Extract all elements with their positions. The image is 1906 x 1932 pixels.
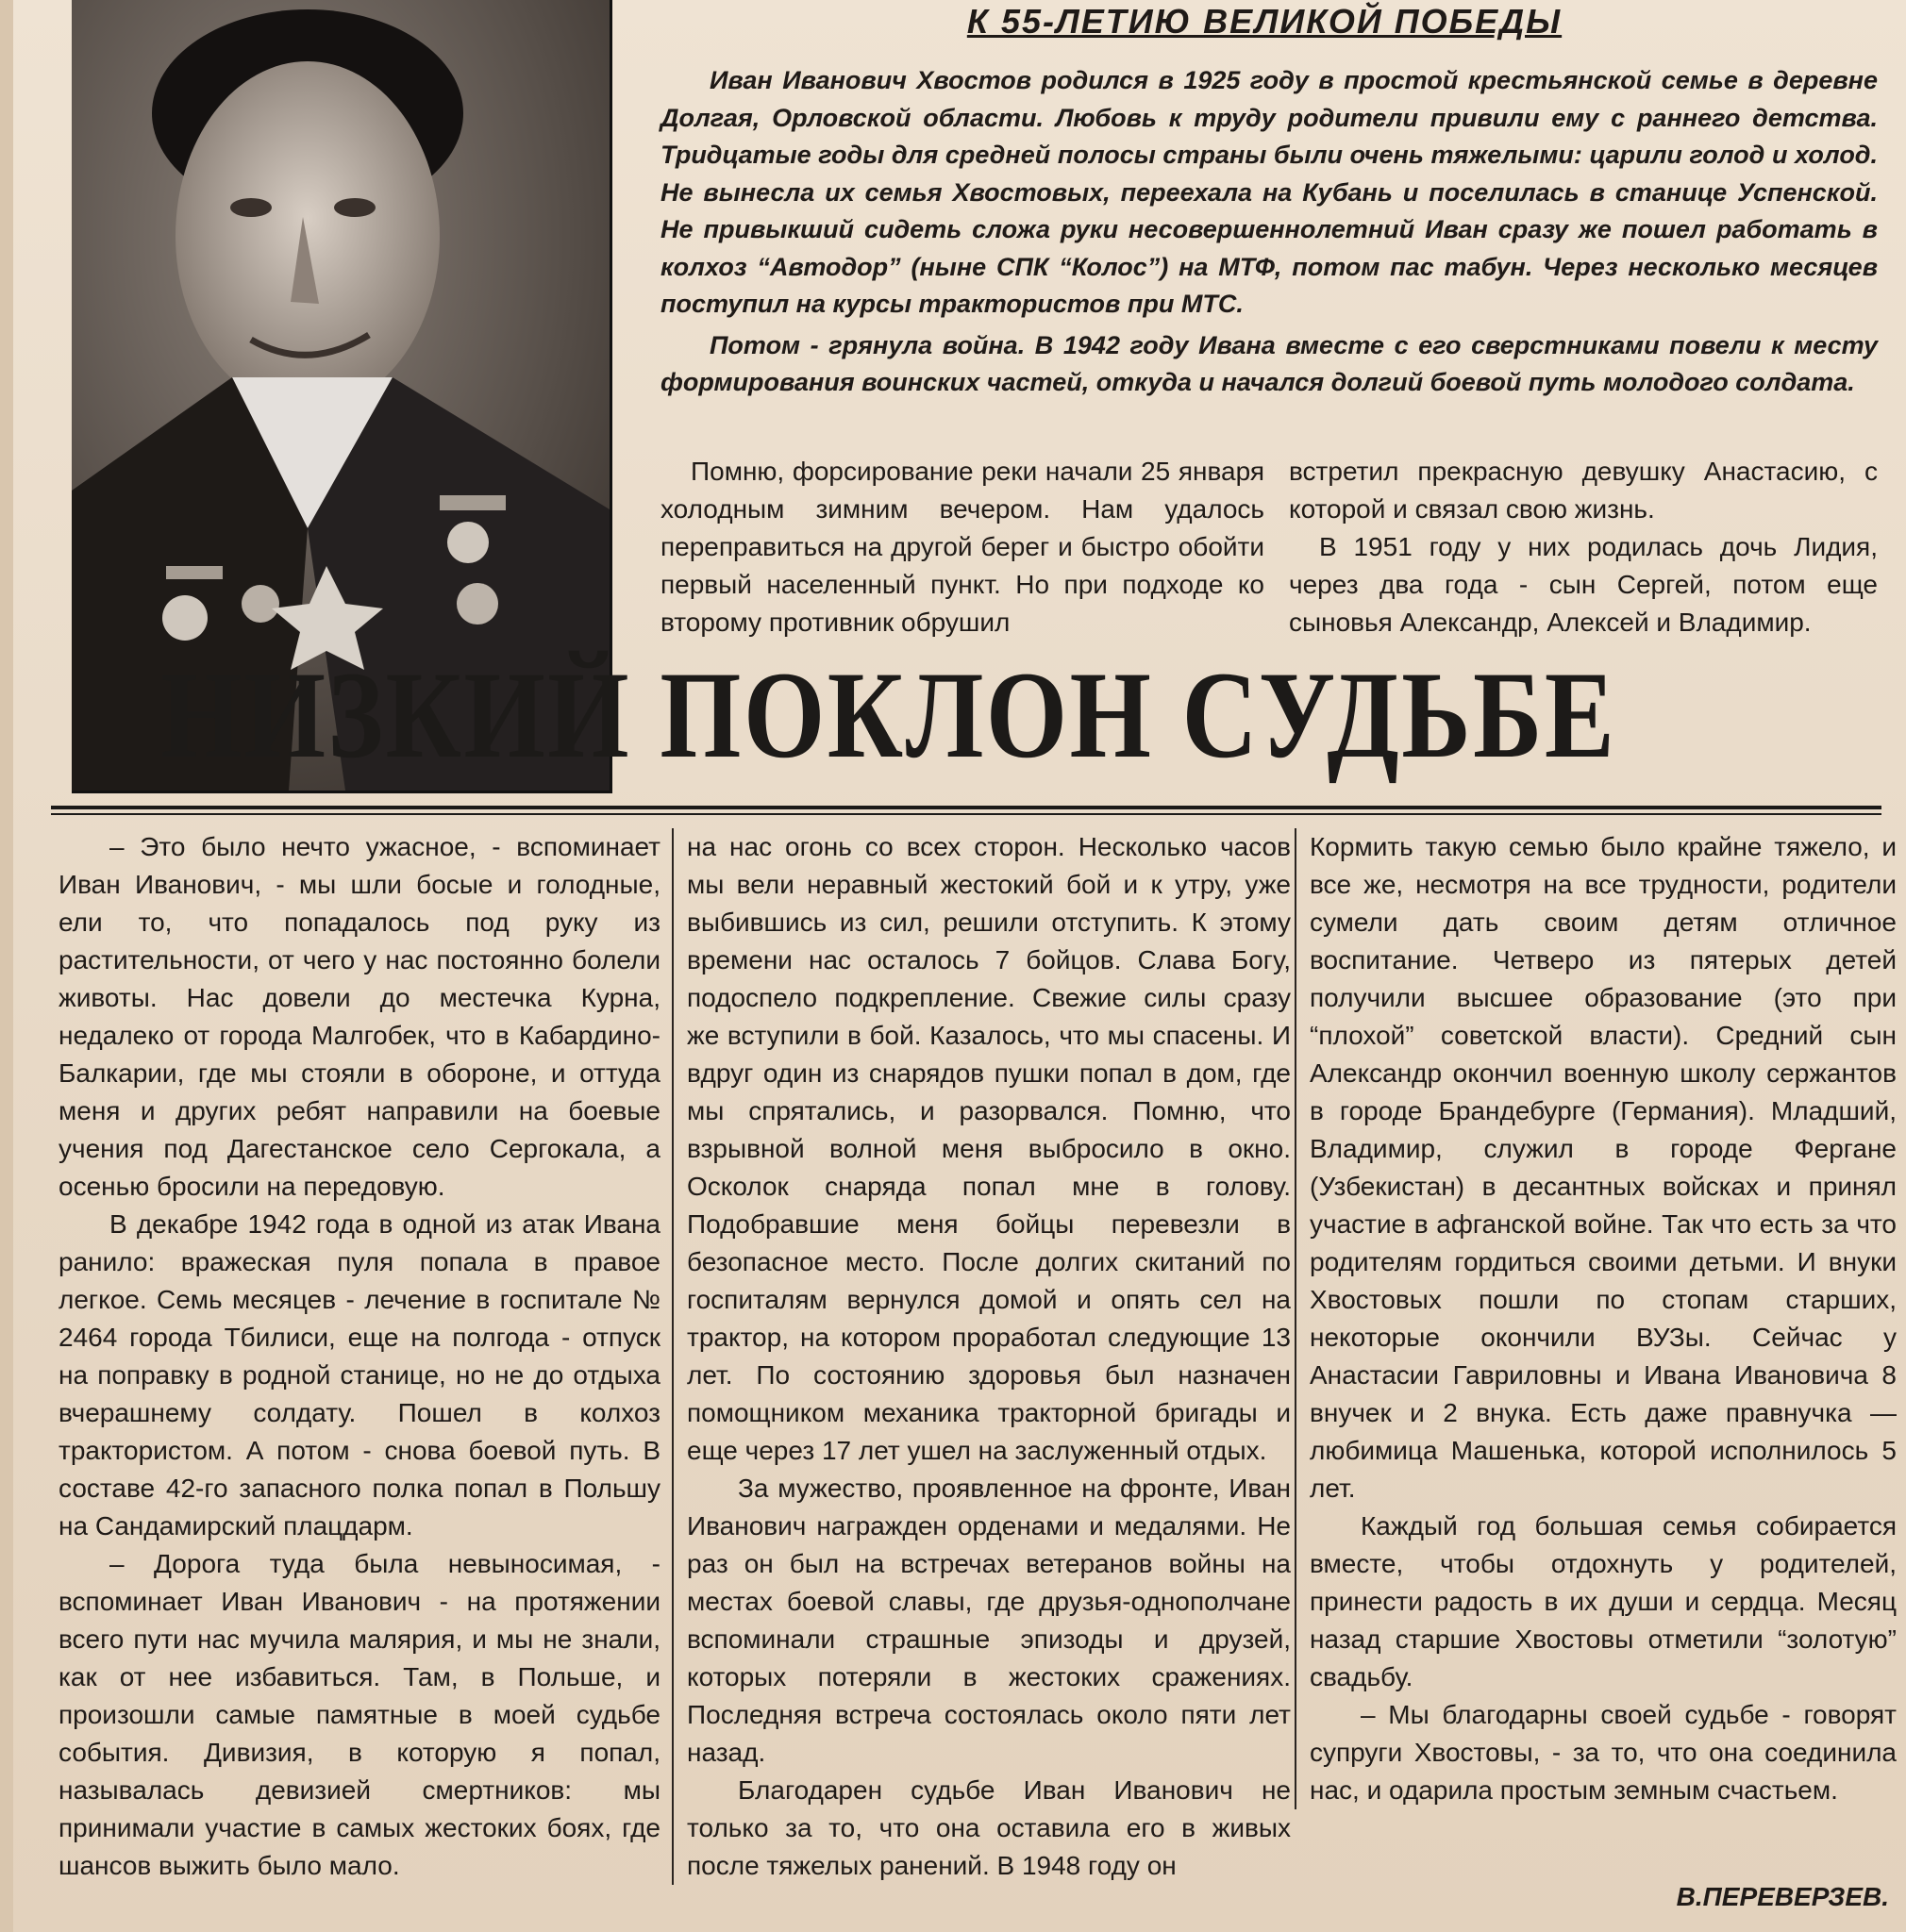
paragraph: Каждый год большая семья собирается вместе, чтобы отдохнуть у родителей, принести радость в их души и сердца. Месяц назад старшие Хвостовы отметили “золотую” свадьбу. [1310, 1511, 1897, 1691]
top-column-left [660, 453, 1264, 641]
page-edge [0, 0, 13, 1932]
author-byline: В.ПЕРЕВЕРЗЕВ. [1676, 1882, 1889, 1911]
top-column-right [1289, 453, 1878, 641]
paragraph: Благодарен судьбе Иван Иванович не только за то, что она оставила его в живых после тяжелых ранений. В 1948 году он [687, 1775, 1291, 1880]
headline-rule-thin [51, 813, 1881, 815]
lead-text: Иван Иванович Хвостов родился в 1925 году в простой крестьянской семье в деревне Долгая, Орловской области. Любовь к труду родители привили ему с раннего детства. Тридцатые годы для средней полосы страны были очень тяжелыми: царили голод и холод. Не вынесла их семья Хвостовых, переехала на Кубань и поселилась в станице Успенской. Не привыкший сидеть сложа руки несовершеннолетний Иван сразу же пошел работать в колхоз “Автодор” (ныне СПК “Колос”) на МТФ, потом пас табун. Через несколько месяцев поступил на курсы трактористов при МТС. [660, 66, 1878, 318]
lead-text: Потом - грянула война. В 1942 году Ивана вместе с его сверстниками повели к месту формирования воинских частей, откуда и начался долгий боевой путь молодого солдата. [660, 330, 1878, 396]
body-column-2 [672, 828, 1291, 1885]
article-headline: НИЗКИЙ ПОКЛОН СУДЬБЕ [160, 645, 1617, 784]
kicker-heading: К 55-ЛЕТИЮ ВЕЛИКОЙ ПОБЕДЫ [966, 2, 1563, 41]
paragraph: – Дорога туда была невыносимая, - вспоминает Иван Иванович - на протяжении всего пути нас мучила малярия, и мы не знали, как от нее избавиться. Там, в Польше, и произошли самые памятные в моей судьбе события. Дивизия, в которую я попал, называлась девизией смертников: мы принимали участие в самых жестоких боях, где шансов выжить было мало. [59, 1549, 660, 1880]
paragraph: Кормить такую семью было крайне тяжело, и все же, несмотря на все трудности, родители сумели дать своим детям отличное воспитание. Четверо из пятерых детей получили высшее образование (это при “плохой” советской власти). Средний сын Александр окончил военную школу сержантов в городе Брандебурге (Германия). Младший, Владимир, служил в городе Фергане (Узбекистан) в десантных войсках и принял участие в афганской войне. Так что есть за что родителям гордиться своими детьми. И внуки Хвостовых пошли по стопам старших, некоторые окончили ВУЗы. Сейчас у Анастасии Гавриловны и Ивана Ивановича 8 внучек и 2 внука. Есть даже правнучка — любимица Машенька, которой исполнилось 5 лет. [1310, 832, 1897, 1503]
body-column-3 [1295, 828, 1897, 1809]
lead-paragraph [660, 62, 1878, 402]
paragraph: – Это было нечто ужасное, - вспоминает Иван Иванович, - мы шли босые и голодные, ели то, что попадалось под руку из растительности, от чего у нас постоянно болели животы. Нас довели до местечка Курна, недалеко от города Малгобек, что в Кабардино-Балкарии, где мы стояли в обороне, и оттуда меня и других ребят направили на боевые учения под Дагестанское село Сергокала, а осенью бросили на передовую. [59, 832, 660, 1201]
paragraph: на нас огонь со всех сторон. Несколько часов мы вели неравный жестокий бой и к утру, уже выбившись из сил, решили отступить. К этому времени нас осталось 7 бойцов. Слава Богу, подоспело подкрепление. Свежие силы сразу же вступили в бой. Казалось, что мы спасены. И вдруг один из снарядов пушки попал в дом, где мы спрятались, и разорвался. Помню, что взрывной волной меня выбросило в окно. Осколок снаряда попал мне в голову. Подобравшие меня бойцы перевезли в безопасное место. После долгих скитаний по госпиталям вернулся домой и опять сел на трактор, на котором проработал следующие 13 лет. По состоянию здоровья был назначен помощником механика тракторной бригады и еще через 17 лет ушел на заслуженный отдых. [687, 832, 1291, 1465]
body-column-1 [59, 828, 660, 1885]
paragraph: В декабре 1942 года в одной из атак Ивана ранило: вражеская пуля попала в правое легкое. Семь месяцев - лечение в госпитале № 2464 города Тбилиси, еще на полгода - отпуск на поправку в родной станице, но не до отдыха вчерашнему солдату. Пошел в колхоз трактористом. А потом - снова боевой путь. В составе 42-го запасного полка попал в Польшу на Сандамирский плацдарм. [59, 1209, 660, 1541]
paragraph: встретил прекрасную девушку Анастасию, с которой и связал свою жизнь. [1289, 457, 1878, 524]
paragraph: Помню, форсирование реки начали 25 января холодным зимним вечером. Нам удалось переправиться на другой берег и быстро обойти первый населенный пункт. Но при подходе ко второму противник обрушил [660, 457, 1264, 637]
paragraph: В 1951 году у них родилась дочь Лидия, через два года - сын Сергей, потом еще сыновья Александр, Алексей и Владимир. [1289, 532, 1878, 637]
headline-rule [51, 806, 1881, 809]
paragraph: За мужество, проявленное на фронте, Иван Иванович награжден орденами и медалями. Не раз он был на встречах ветеранов войны на местах боевой славы, где друзья-однополчане вспоминали страшные эпизоды и друзей, которых потеряли в жестоких сражениях. Последняя встреча состоялась около пяти лет назад. [687, 1474, 1291, 1767]
paragraph: – Мы благодарны своей судьбе - говорят супруги Хвостовы, - за то, что она соединила нас, и одарила простым земным счастьем. [1310, 1700, 1897, 1805]
